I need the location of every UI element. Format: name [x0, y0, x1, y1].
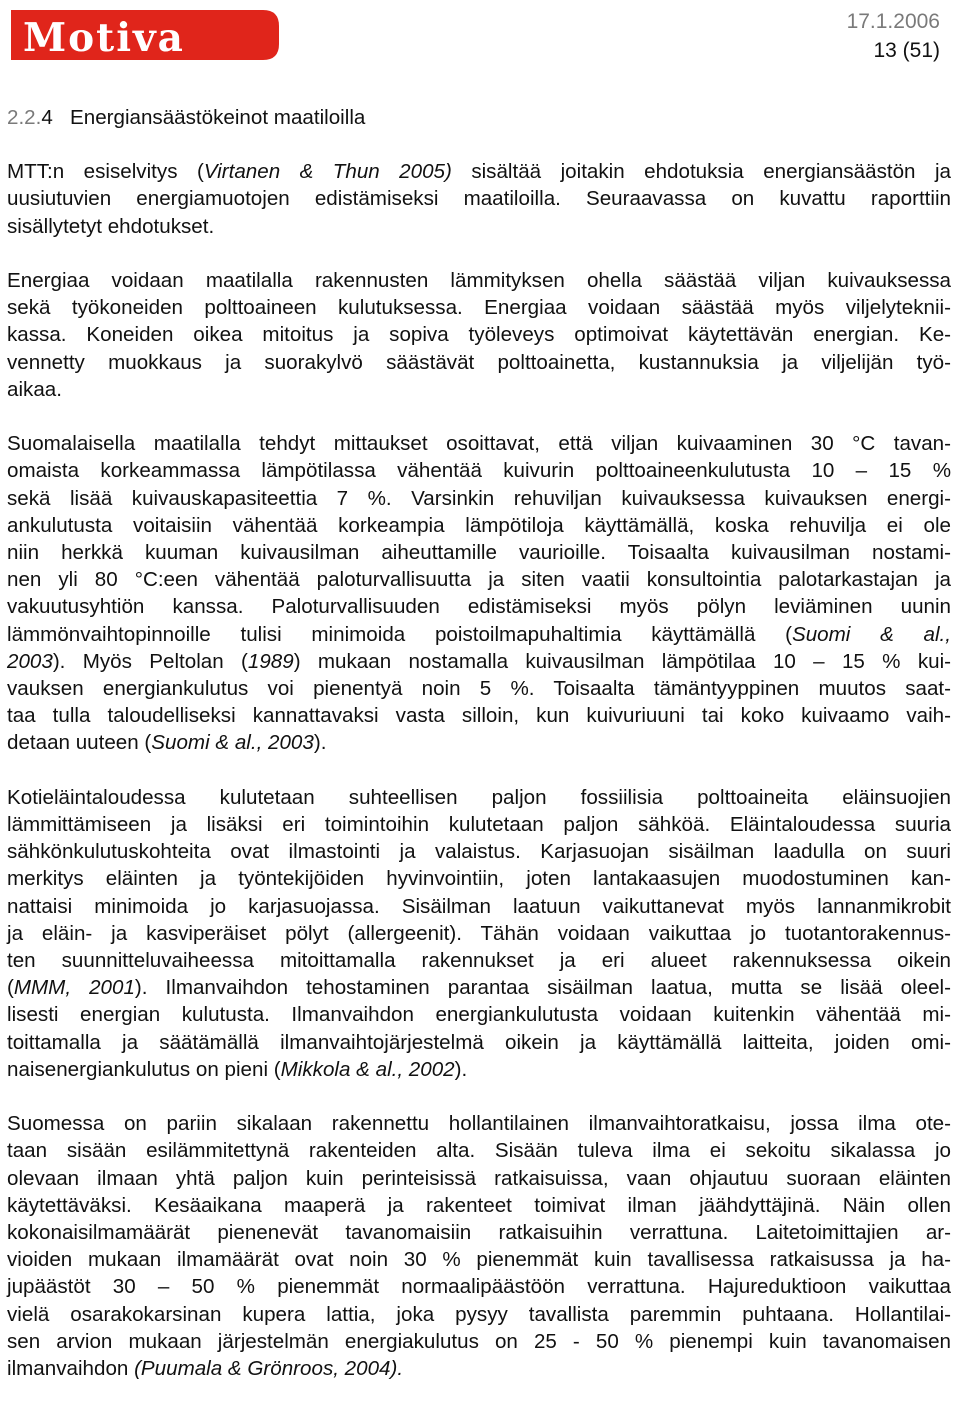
text-segment: ) mukaan nostamalla kuivausilman lämpötilaa 10 – 15 % kui-: [293, 649, 952, 673]
body-paragraph: [7, 158, 951, 240]
text-line: [7, 294, 951, 321]
text-line: [7, 485, 951, 512]
text-segment: vennetty muokkaus ja suorakylvö säästävät polttoainetta, kustannuksia ja viljelijän työ-: [7, 350, 951, 374]
text-line: [7, 893, 951, 920]
text-line: [7, 512, 951, 539]
text-line: [7, 539, 951, 566]
text-segment: omaista korkeammassa lämpötilassa vähentää kuivurin polttoaineenkulutusta 10 – 15 %: [7, 459, 951, 483]
text-segment: Suomalaisella maatilalla tehdyt mittaukset osoittavat, että viljan kuivaaminen 30 °C tavan-: [7, 432, 951, 456]
text-segment: vielä osarakokarsinan kupera lattia, joka pysyy tavallista paremmin puhtaana. Hollantilai-: [7, 1302, 951, 1326]
text-line: [7, 1110, 951, 1137]
text-segment: sisällytetyt ehdotukset.: [7, 214, 215, 238]
document-date: 17.1.2006: [846, 10, 940, 33]
text-line: [7, 376, 951, 403]
text-line: [7, 1056, 951, 1083]
section-number-tail: 4: [41, 106, 53, 129]
text-segment: (: [7, 976, 14, 1000]
text-line: [7, 729, 951, 756]
text-segment: naisenergiankulutus on pieni (: [7, 1057, 281, 1081]
text-line: [7, 1029, 951, 1056]
citation-text: Virtanen & Thun 2005): [203, 160, 452, 184]
text-segment: MTT:n esiselvitys (: [7, 160, 204, 184]
text-line: [7, 1001, 951, 1028]
text-segment: sen arvion mukaan järjestelmän energiakulutus on 25 - 50 % pienempi kuin tavanomaisen: [7, 1329, 951, 1353]
text-segment: detaan uuteen (: [7, 731, 152, 755]
logo-badge: [7, 6, 281, 64]
text-segment: ).: [313, 731, 327, 755]
text-line: [7, 838, 951, 865]
text-line: [7, 621, 951, 648]
text-line: [7, 947, 951, 974]
citation-text: Suomi & al., 2003: [151, 731, 314, 755]
text-segment: niin herkkä kuuman kuivausilman aiheuttamille vaurioille. Toisaalta kuivausilman nostami-: [7, 541, 951, 565]
text-line: [7, 593, 951, 620]
citation-text: (Puumala & Grönroos, 2004).: [134, 1357, 404, 1381]
text-segment: Energiaa voidaan maatilalla rakennusten lämmityksen ohella säästää viljan kuivauksessa: [7, 269, 951, 292]
citation-text: MMM, 2001: [13, 976, 135, 1000]
logo-wordmark: Motiva: [23, 15, 185, 61]
text-segment: käytettäväksi. Kesäaikana maaperä ja rakenteet toimivat ilman jäähdyttäjinä. Näin ollen: [7, 1193, 951, 1217]
motiva-logo: [7, 6, 281, 64]
text-segment: lämmönvaihtopinnoille tulisi minimoida poistoilmapuhaltimia käyttämällä (: [7, 622, 792, 646]
body-paragraph: [7, 1110, 951, 1382]
page-header-info: [847, 7, 940, 65]
section-heading: [7, 104, 951, 131]
text-segment: nen yli 80 °C:een vähentää paloturvallisuutta ja siten vaatii konsultointia palotarkastajan ja: [7, 568, 951, 592]
text-segment: sekä lisää kuivauskapasiteettia 7 %. Varsinkin rehuviljan kuivauksessa kuivauksen energi-: [7, 486, 951, 510]
document-body: [7, 104, 951, 1409]
text-segment: ankulutusta voitaisiin vähentää korkeampia lämpötiloja käyttämällä, koska rehuvilja ei ole: [7, 513, 951, 537]
text-segment: ilmanvaihdon: [7, 1357, 135, 1381]
citation-text: Mikkola & al., 2002: [280, 1057, 455, 1081]
text-line: [7, 566, 951, 593]
text-segment: ten suunnitteluvaiheessa mitoittamalla rakennukset ja eri alueet rakennuksessa oikein: [7, 949, 951, 973]
text-line: [7, 1137, 951, 1164]
body-paragraph: [7, 267, 951, 403]
citation-text: 1989: [247, 649, 294, 673]
text-line: [7, 267, 951, 294]
text-segment: vakuutusyhtiön kanssa. Paloturvallisuuden edistämiseksi myös pölyn leviäminen uunin: [7, 595, 951, 619]
text-line: [7, 1219, 951, 1246]
text-line: [7, 1355, 951, 1382]
text-segment: sekä työkoneiden polttoaineen kulutuksessa. Energiaa voidaan säästää myös viljelyteknii-: [7, 296, 951, 320]
text-line: [7, 430, 951, 457]
text-line: [7, 648, 951, 675]
text-line: [7, 1192, 951, 1219]
text-segment: Suomessa on pariin sikalaan rakennettu hollantilainen ilmanvaihtoratkaisu, jossa ilma ote-: [7, 1112, 951, 1136]
text-segment: vioiden mukaan ilmamäärät ovat noin 30 % pienemmät kuin tavallisessa ratkaisussa ja ha-: [7, 1248, 951, 1272]
body-paragraph: [7, 430, 951, 756]
text-line: [7, 811, 951, 838]
text-line: [7, 457, 951, 484]
text-line: [7, 1165, 951, 1192]
text-line: [7, 1328, 951, 1355]
text-segment: kokonaisilmamäärät pienenevät tavanomaisiin ratkaisuihin verrattuna. Laitetoimittajien ar-: [7, 1221, 951, 1245]
text-line: [7, 1246, 951, 1273]
text-line: [7, 185, 951, 212]
text-segment: jupäästöt 30 – 50 % pienemmät normaalipäästöön verrattuna. Hajureduktioon vaikuttaa: [7, 1275, 951, 1299]
body-paragraph: [7, 784, 951, 1083]
text-segment: lisesti energian kulutusta. Ilmanvaihdon energiankulutusta voidaan kuitenkin vähentää mi-: [7, 1003, 951, 1027]
text-line: [7, 974, 951, 1001]
text-line: [7, 675, 951, 702]
text-line: [7, 702, 951, 729]
text-line: [7, 1273, 951, 1300]
text-line: [7, 321, 951, 348]
section-title: Energiansäästökeinot maatiloilla: [70, 106, 366, 129]
text-segment: Kotieläintaloudessa kulutetaan suhteellisen paljon fossiilisia polttoaineita eläinsuojien: [7, 785, 951, 809]
text-segment: taan sisään esilämmitettynä rakenteiden alta. Sisään tuleva ilma ei sekoitu sikalassa jo: [7, 1139, 951, 1163]
citation-text: Suomi & al.,: [791, 622, 951, 646]
text-line: [7, 349, 951, 376]
text-segment: lämmittämiseen ja lisäksi eri toimintoihin kulutetaan paljon sähköä. Eläintaloudessa suuria: [7, 813, 951, 837]
text-line: [7, 158, 951, 185]
text-segment: ). Myös Peltolan (: [52, 649, 248, 673]
text-segment: toittamalla ja säätämällä ilmanvaihtojärjestelmä oikein ja käyttämällä laitteita, joiden omi-: [7, 1030, 951, 1054]
paragraph-list: [7, 158, 951, 1382]
text-segment: ).: [454, 1057, 468, 1081]
text-segment: uusiutuvien energiamuotojen edistämiseksi maatiloilla. Seuraavassa on kuvattu raporttiin: [7, 187, 951, 211]
text-line: [7, 213, 951, 240]
section-number: 2.2.: [7, 106, 42, 129]
page-number: 13 (51): [873, 39, 940, 62]
text-line: [7, 784, 951, 811]
citation-text: 2003: [7, 649, 53, 673]
text-segment: merkitys eläinten ja työntekijöiden hyvinvointiin, joten lantakaasujen muodostuminen kan-: [7, 867, 951, 891]
text-segment: ). Ilmanvaihdon tehostaminen parantaa sisäilman laatua, mutta se lisää oleel-: [134, 976, 951, 1000]
text-line: [7, 920, 951, 947]
text-segment: taa tulla taloudelliseksi kannattavaksi vasta silloin, kun kuivuriuuni tai koko kuivaamo vaih-: [7, 704, 951, 728]
text-segment: aikaa.: [7, 377, 62, 401]
text-segment: nattaisi minimoida jo karjasuojassa. Sisäilman laatuun vaikuttanevat myös lannanmikrobit: [7, 894, 951, 918]
text-segment: sisältää joitakin ehdotuksia energiansäästön ja: [451, 160, 951, 184]
text-line: [7, 1301, 951, 1328]
text-segment: kassa. Koneiden oikea mitoitus ja sopiva työleveys optimoivat käytettävän energian. Ke-: [7, 323, 951, 347]
text-segment: olevaan ilmaan yhtä paljon kuin perinteisissä ratkaisuissa, vaan ohjautuu suoraan eläinten: [7, 1166, 951, 1190]
text-segment: vauksen energiankulutus voi pienentyä noin 5 %. Toisaalta tämäntyyppinen muutos saat-: [7, 677, 951, 701]
text-line: [7, 865, 951, 892]
text-segment: ja eläin- ja kasviperäiset pölyt (allergeenit). Tähän voidaan vaikuttaa jo tuotantorakennus-: [7, 921, 951, 945]
text-segment: sähkönkulutuskohteita ovat ilmastointi ja valaistus. Karjasuojan sisäilman laadulla on suuri: [7, 840, 951, 864]
